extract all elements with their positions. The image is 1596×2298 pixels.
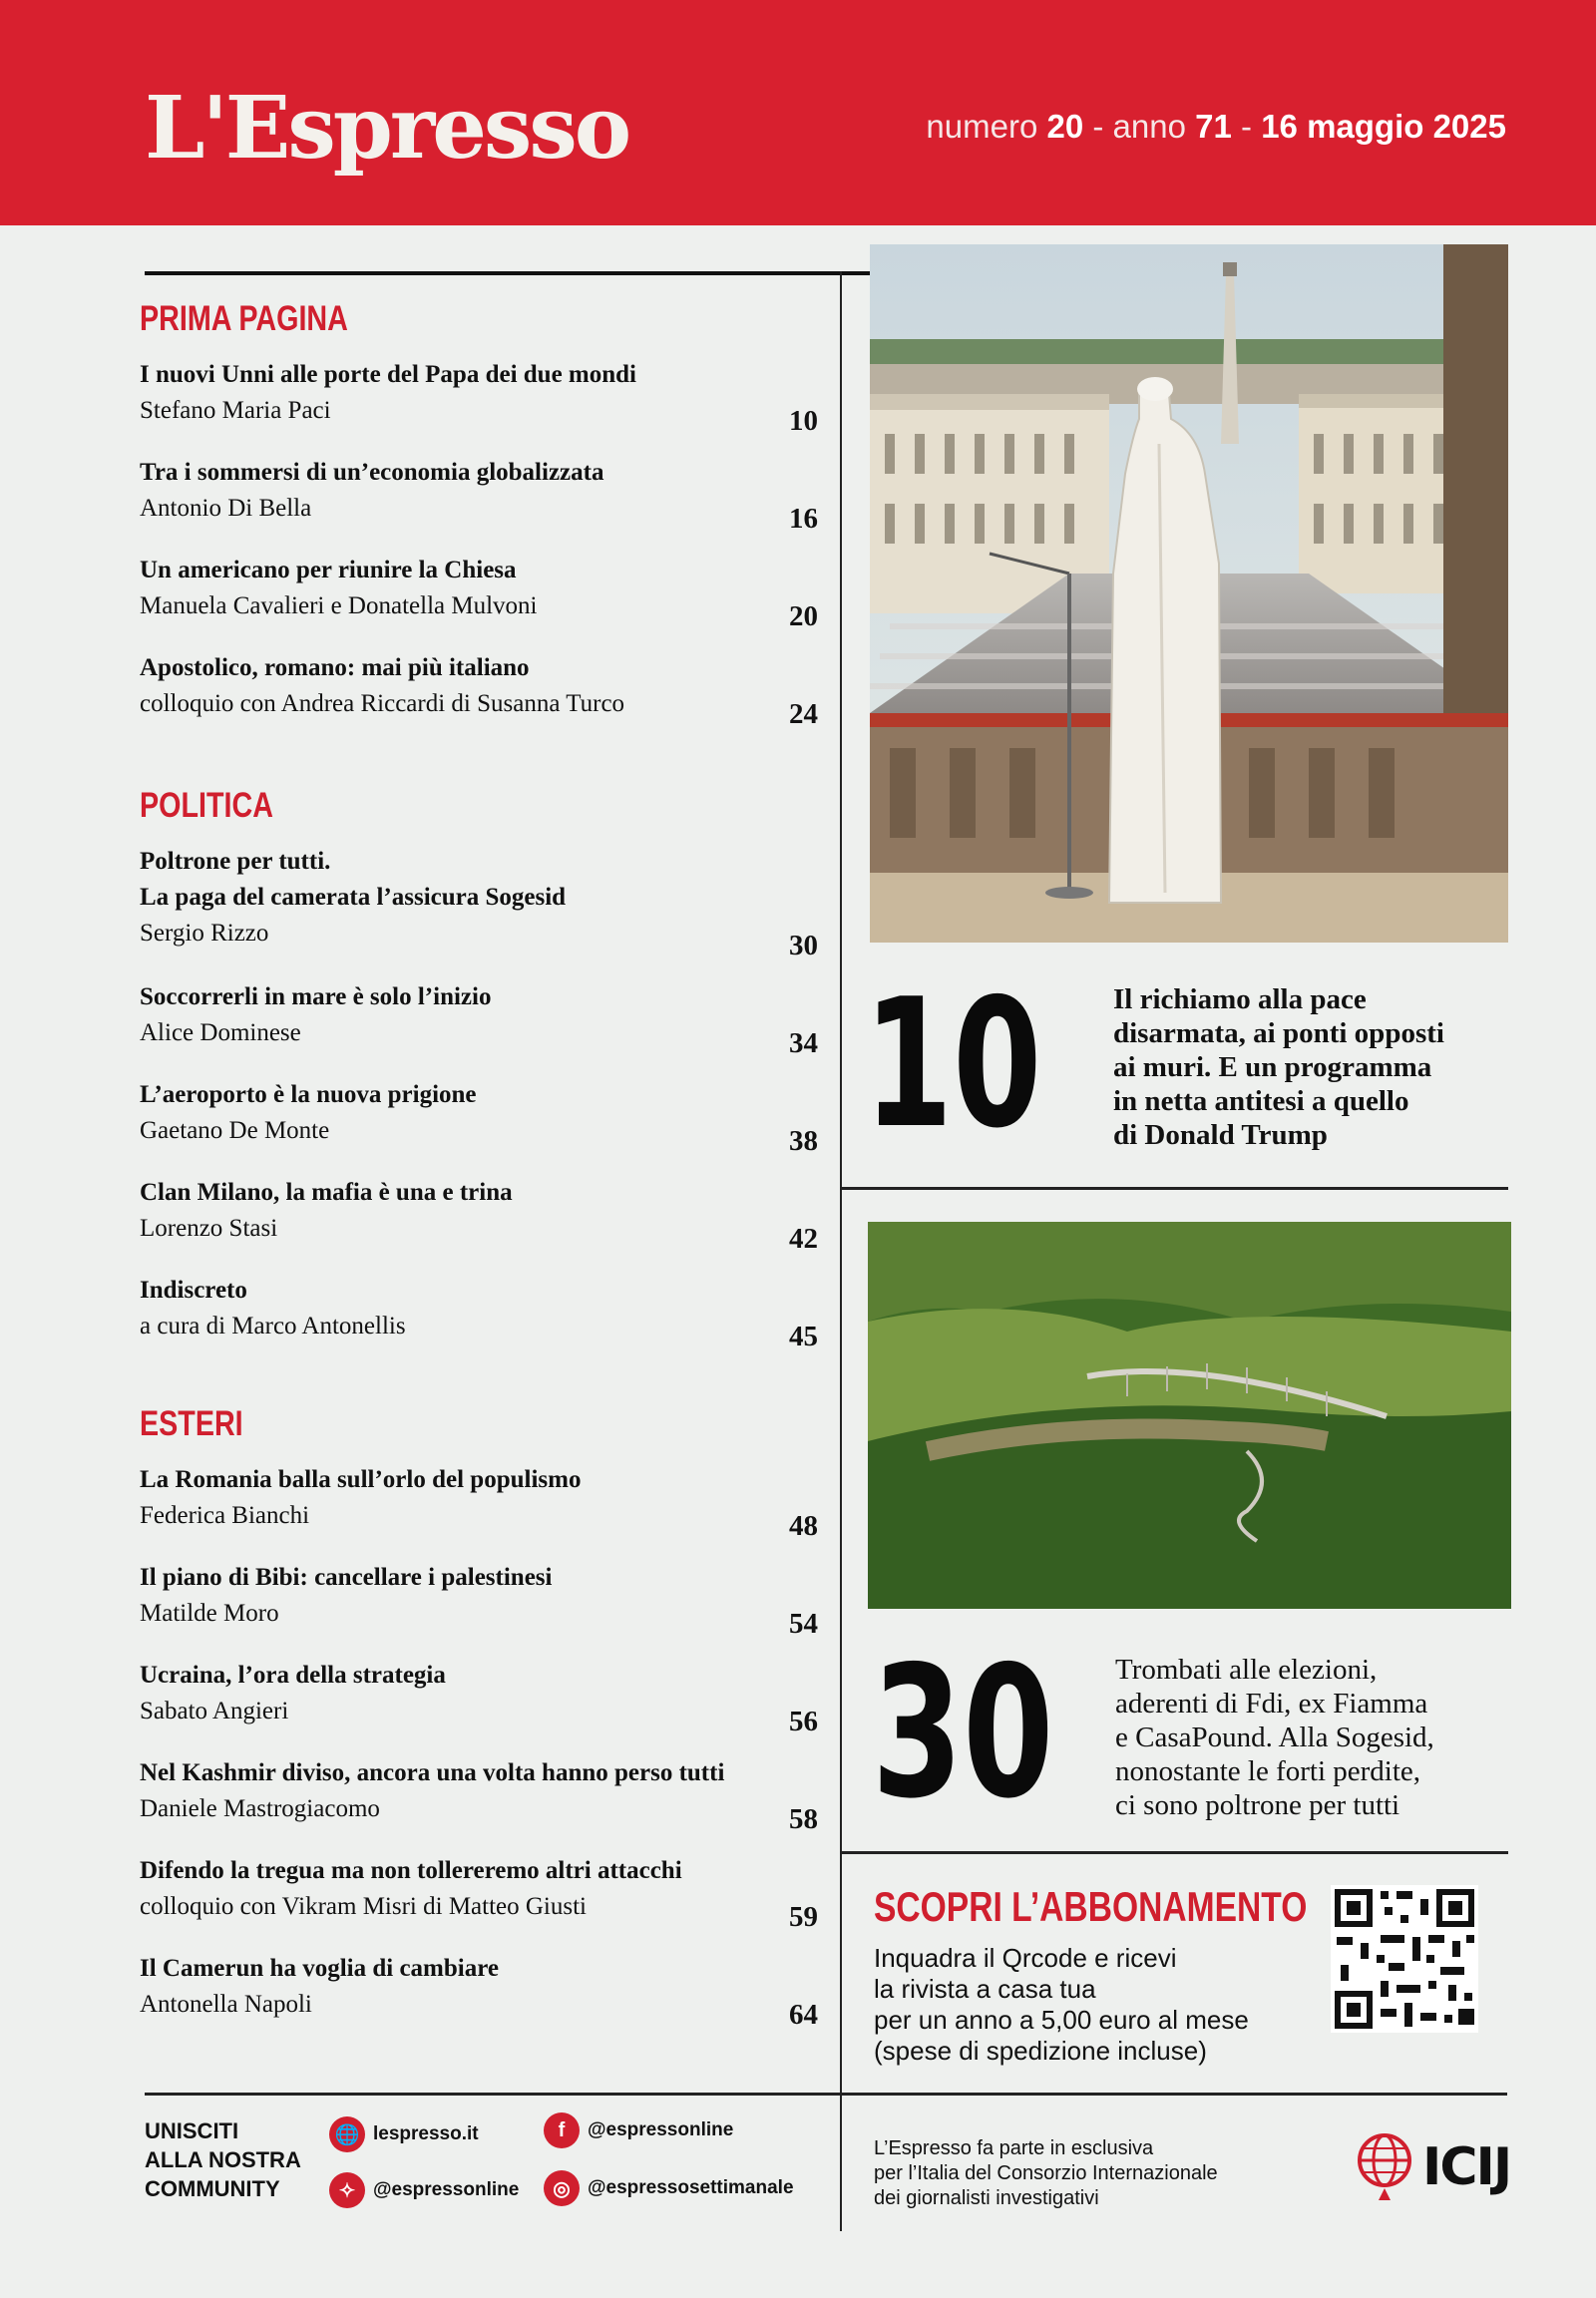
magazine-logo: L'Espresso	[145, 78, 629, 179]
toc-entry[interactable]: Il Camerun ha voglia di cambiare Antonella Napoli 64	[140, 1955, 818, 2031]
icij-logo[interactable]	[1355, 2132, 1510, 2202]
page-number: 16	[789, 503, 818, 535]
toc-entry[interactable]: I nuovi Unni alle porte del Papa dei due mondi Stefano Maria Paci 10	[140, 361, 818, 437]
icij-text: ICIJ	[1422, 2137, 1511, 2197]
page-number: 54	[789, 1608, 818, 1640]
toc-entry[interactable]: Difendo la tregua ma non tollereremo altri attacchi colloquio con Vikram Misri di Matteo Giusti 59	[140, 1857, 818, 1933]
section-prima-pagina	[140, 299, 818, 748]
masthead	[0, 0, 1596, 225]
instagram-icon: ◎	[544, 2170, 580, 2206]
page-number: 58	[789, 1803, 818, 1835]
pope-balcony-photo[interactable]	[870, 244, 1508, 943]
page-number: 38	[789, 1125, 818, 1157]
page-number: 56	[789, 1706, 818, 1737]
toc-entry[interactable]: Tra i sommersi di un’economia globalizzata Antonio Di Bella 16	[140, 459, 818, 535]
globe-icon	[1355, 2132, 1414, 2202]
section-title: ESTERI	[140, 1404, 243, 1443]
table-of-contents	[140, 289, 818, 2049]
page-number: 10	[789, 405, 818, 437]
instagram-link[interactable]: ◎ @espressosettimanale	[544, 2170, 794, 2206]
footer-rule	[145, 2093, 1507, 2096]
toc-entry[interactable]: La Romania balla sull’orlo del populismo Federica Bianchi 48	[140, 1466, 818, 1542]
highlight-caption-30: Trombati alle elezioni, aderenti di Fdi, ex Fiamma e CasaPound. Alla Sogesid, nonostante le forti perdite, ci sono poltrone per tutti	[1115, 1654, 1434, 1821]
toc-entry[interactable]: Indiscreto a cura di Marco Antonellis 45	[140, 1277, 818, 1352]
toc-entry[interactable]: Apostolico, romano: mai più italiano colloquio con Andrea Riccardi di Susanna Turco 24	[140, 654, 818, 730]
facebook-link[interactable]: f @espressonline	[544, 2112, 733, 2148]
toc-entry[interactable]: L’aeroporto è la nuova prigione Gaetano De Monte 38	[140, 1081, 818, 1157]
community-label: UNISCITI ALLA NOSTRA COMMUNITY	[145, 2118, 301, 2201]
qr-code-icon	[1331, 1885, 1478, 2033]
column-divider	[840, 271, 842, 2231]
twitter-link[interactable]: ✧ @espressonline	[329, 2172, 519, 2208]
valley-viaduct-photo[interactable]	[868, 1222, 1511, 1609]
toc-entry[interactable]: Soccorrerli in mare è solo l’inizio Alice Dominese 34	[140, 983, 818, 1059]
valley-viaduct-illustration	[868, 1222, 1511, 1609]
page-number: 42	[789, 1223, 818, 1255]
page-number: 20	[789, 600, 818, 632]
toc-entry[interactable]: Un americano per riunire la Chiesa Manuela Cavalieri e Donatella Mulvoni 20	[140, 557, 818, 632]
toc-entry[interactable]: Clan Milano, la mafia è una e trina Lorenzo Stasi 42	[140, 1179, 818, 1255]
page-number: 24	[789, 698, 818, 730]
qr-code[interactable]	[1331, 1885, 1478, 2033]
facebook-icon: f	[544, 2112, 580, 2148]
page-number: 30	[789, 930, 818, 961]
highlight-number-10: 10	[864, 960, 1042, 1167]
toc-entry[interactable]: Nel Kashmir diviso, ancora una volta hanno perso tutti Daniele Mastrogiacomo 58	[140, 1759, 818, 1835]
icij-note: L’Espresso fa parte in esclusiva per l’Italia del Consorzio Internazionale dei giornalisti investigativi	[874, 2137, 1218, 2209]
issue-info: numero 20 - anno 71 - 16 maggio 2025	[926, 108, 1506, 145]
section-title: POLITICA	[140, 786, 273, 825]
toc-entry[interactable]: Ucraina, l’ora della strategia Sabato Angieri 56	[140, 1662, 818, 1737]
page-number: 59	[789, 1901, 818, 1933]
pope-balcony-illustration	[870, 244, 1508, 943]
page-number: 64	[789, 1999, 818, 2031]
section-title: PRIMA PAGINA	[140, 299, 348, 338]
section-politica	[140, 786, 818, 1370]
highlight-number-30: 30	[872, 1627, 1054, 1838]
twitter-icon: ✧	[329, 2172, 365, 2208]
subscription-text: Inquadra il Qrcode e ricevi la rivista a casa tua per un anno a 5,00 euro al mese (spese di spedizione incluse)	[874, 1943, 1249, 2066]
page-number: 34	[789, 1027, 818, 1059]
subscription-title[interactable]: SCOPRI L’ABBONAMENTO	[874, 1883, 1308, 1930]
section-esteri	[140, 1404, 818, 2049]
divider-rule	[840, 1851, 1508, 1854]
divider-rule	[840, 1187, 1508, 1190]
globe-icon: 🌐	[329, 2116, 365, 2152]
website-link[interactable]: 🌐 lespresso.it	[329, 2116, 479, 2152]
page-number: 48	[789, 1510, 818, 1542]
toc-entry[interactable]: Poltrone per tutti. La paga del camerata l’assicura Sogesid Sergio Rizzo 30	[140, 848, 818, 961]
highlight-caption-10: Il richiamo alla pace disarmata, ai ponti opposti ai muri. E un programma in netta antitesi a quello di Donald Trump	[1113, 983, 1444, 1151]
page-number: 45	[789, 1321, 818, 1352]
toc-entry[interactable]: Il piano di Bibi: cancellare i palestinesi Matilde Moro 54	[140, 1564, 818, 1640]
